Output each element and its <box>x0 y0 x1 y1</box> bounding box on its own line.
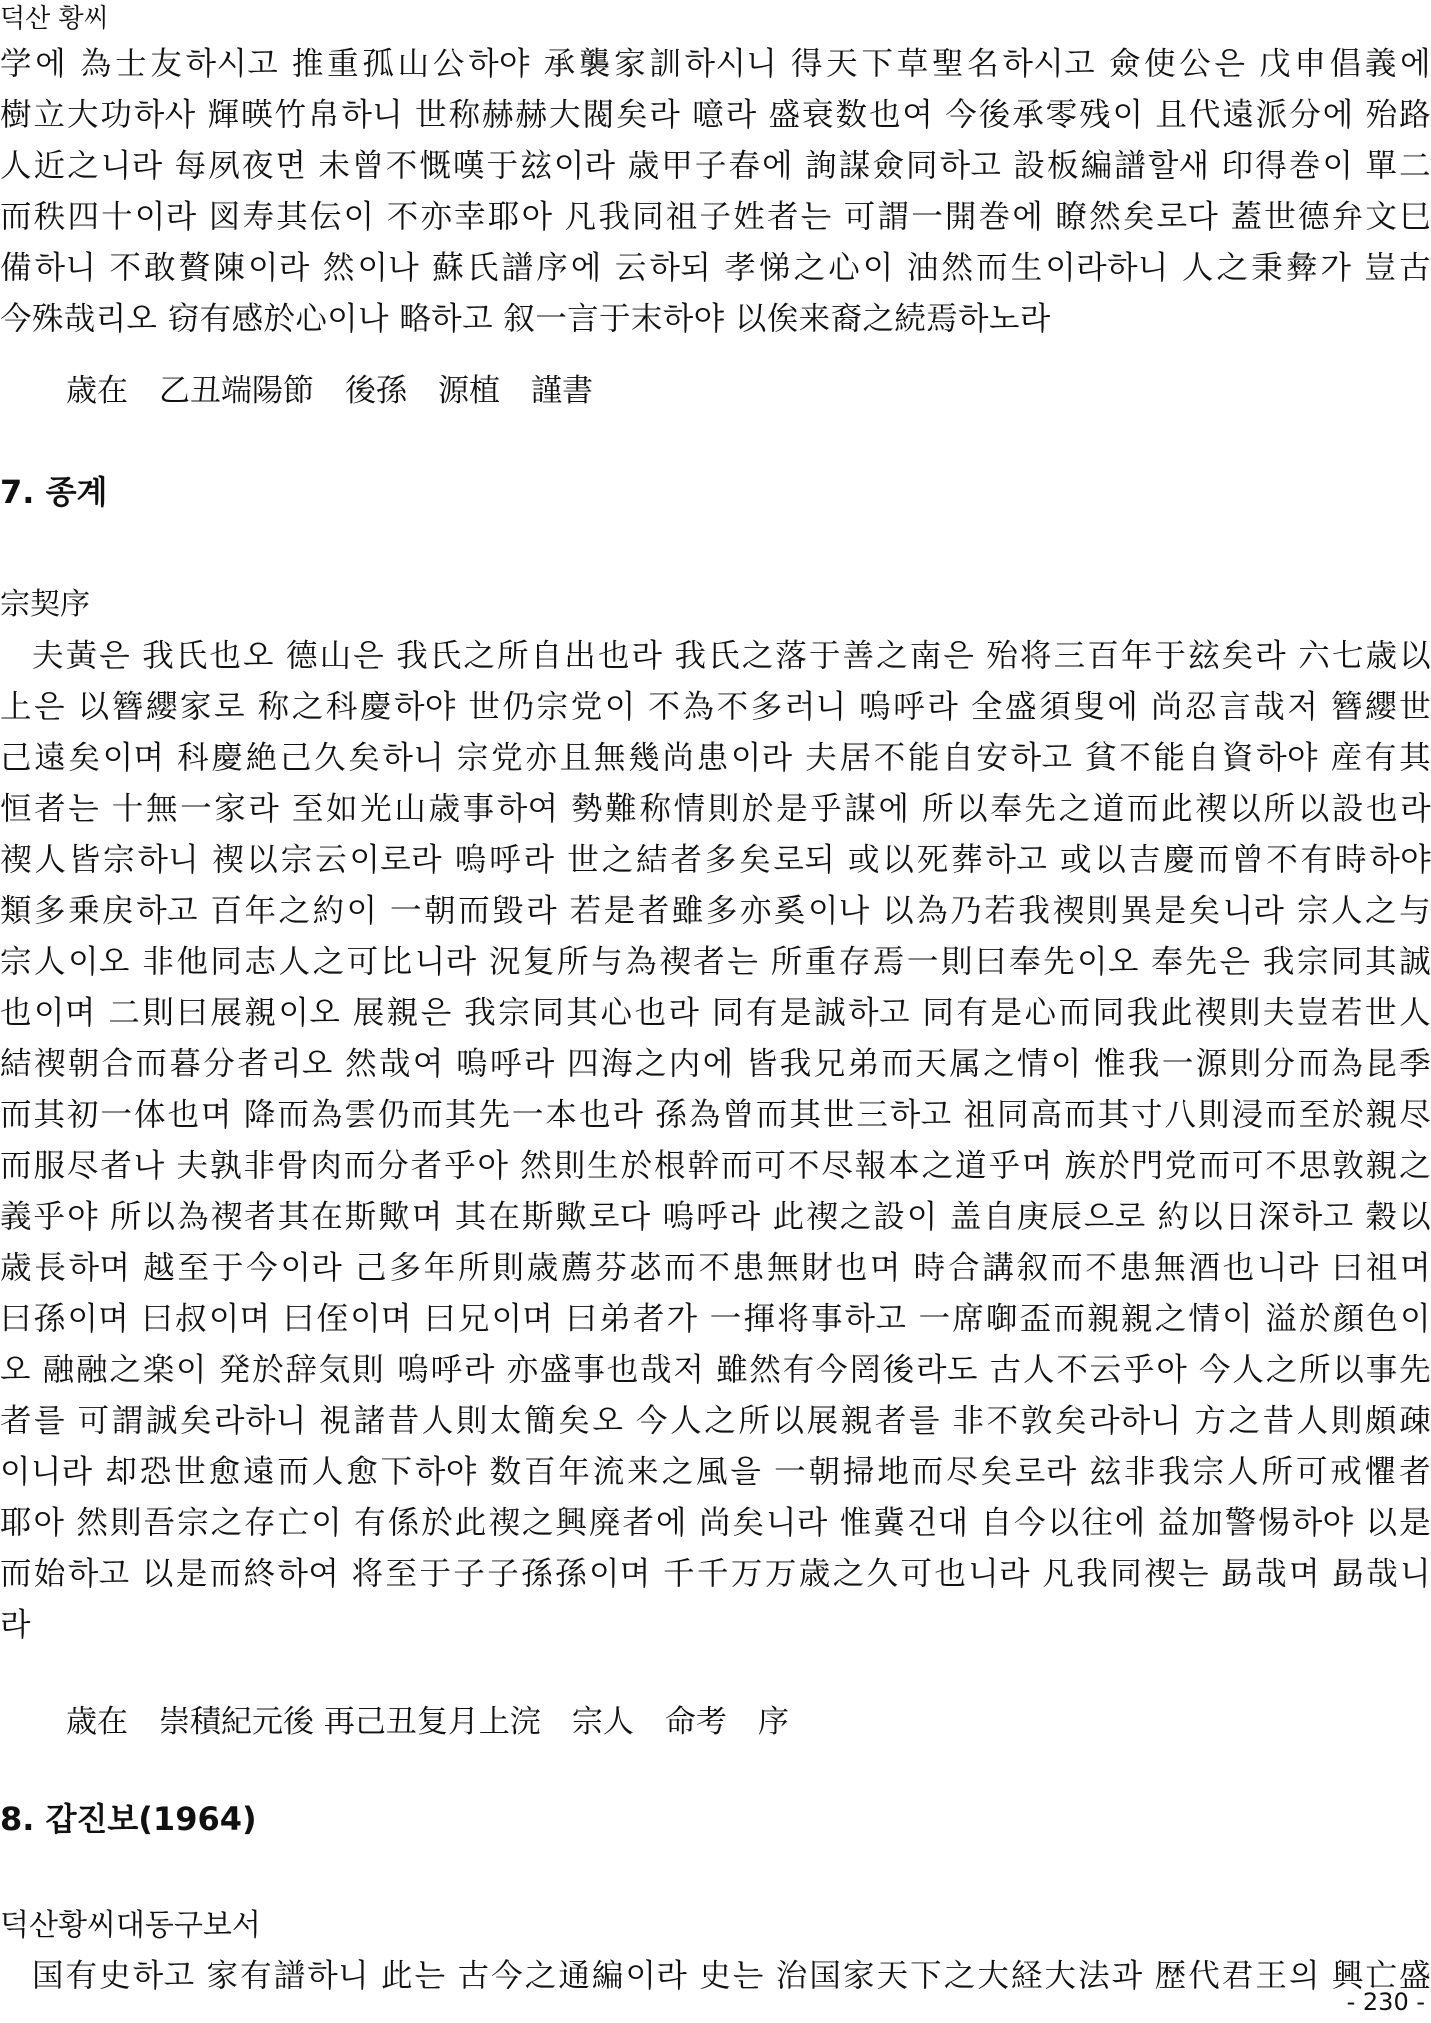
text-line: 而其初一体也며 降而為雲仍而其先一本也라 孫為曾而其世三하고 祖同高而其寸八則浸而至於親尽 <box>0 1097 1431 1133</box>
section-7-signature: 歳在 崇積紀元後 再己丑复月上浣 宗人 命考 序 <box>66 1704 789 1740</box>
section-heading-7: 7. 종계 <box>0 473 108 511</box>
text-line: 而服尽者나 夫孰非骨肉而分者乎아 然則生於根幹而可不尽報本之道乎며 族於門党而可不思敦親之 <box>0 1148 1431 1184</box>
text-line: 結禊朝合而暮分者리오 然哉여 嗚呼라 四海之内에 皆我兄弟而天属之情이 惟我一源則分而為昆季 <box>0 1046 1431 1082</box>
text-line: 曰孫이며 曰叔이며 曰侄이며 曰兄이며 曰弟者가 一揮将事하고 一席啣盃而親親之情이 溢於顔色이 <box>0 1301 1431 1337</box>
running-header: 덕산 황씨 <box>0 4 109 34</box>
text-line: 類多乗戻하고 百年之約이 一朝而毀라 若是者雖多亦奚이나 以為乃若我禊則異是矣니라 宗人之与 <box>0 893 1431 929</box>
text-line: 今殊哉리오 窃有感於心이나 略하고 叙一言于末하야 以俟来裔之続焉하노라 <box>0 301 1051 337</box>
text-line: 而秩四十이라 図寿其伝이 不亦幸耶아 凡我同祖子姓者는 可謂一開巻에 瞭然矣로다 蓋世德弁文巳 <box>0 199 1431 235</box>
section-8-body <box>0 1951 1431 2002</box>
page-number: - 230 - <box>1346 1988 1425 2016</box>
text-line: 而始하고 以是而終하여 将至于子子孫孫이며 千千万万歳之久可也니라 凡我同禊는 勗哉며 勗哉니 <box>0 1556 1431 1592</box>
text-line: 者를 可謂誠矣라하니 視諸昔人則太簡矣오 今人之所以展親者를 非不敦矣라하니 方之昔人則頗疎 <box>0 1403 1431 1439</box>
section-7-subheading: 宗契序 <box>0 587 90 622</box>
text-line: 国有史하고 家有譜하니 此는 古今之通編이라 史는 治国家天下之大経大法과 歴代君王의 興亡盛 <box>32 1958 1431 1994</box>
text-line: 人近之니라 每夙夜면 未曾不慨嘆于玆이라 歳甲子春에 詢謀僉同하고 設板編譜할새 印得巻이 單二 <box>0 148 1431 184</box>
text-line: 宗人이오 非他同志人之可比니라 況复所与為禊者는 所重存焉一則曰奉先이오 奉先은 我宗同其誠 <box>0 944 1431 980</box>
section-8-subheading: 덕산황씨대동구보서 <box>0 1908 261 1943</box>
text-line: 恒者는 十無一家라 至如光山歳事하여 勢難称情則於是乎謀에 所以奉先之道而此禊以所以設也라 <box>0 791 1431 827</box>
section-7-body <box>0 631 1431 1651</box>
text-line: 備하니 不敢贅陳이라 然이나 蘇氏譜序에 云하되 孝悌之心이 油然而生이라하니 人之秉彜가 豈古 <box>0 250 1431 286</box>
text-line: 오 融融之楽이 発於辞気則 嗚呼라 亦盛事也哉저 雖然有今罔後라도 古人不云乎아 今人之所以事先 <box>0 1352 1431 1388</box>
text-line: 上은 以簪纓家로 称之科慶하야 世仍宗党이 不為不多러니 嗚呼라 全盛須叟에 尚忍言哉저 簪纓世 <box>0 689 1431 725</box>
preface-signature: 歳在 乙丑端陽節 後孫 源植 謹書 <box>66 373 593 409</box>
preface-continued-paragraph <box>0 39 1431 345</box>
text-line: 己遠矣이며 科慶絶己久矣하니 宗党亦且無幾尚患이라 夫居不能自安하고 貧不能自資하야 産有其 <box>0 740 1431 776</box>
text-line: 이니라 却恐世愈遠而人愈下하야 数百年流来之風을 一朝掃地而尽矣로라 玆非我宗人所可戒懼者 <box>0 1454 1431 1490</box>
text-line: 学에 為士友하시고 推重孤山公하야 承襲家訓하시니 得天下草聖名하시고 僉使公은 戊申倡義에 <box>0 46 1431 82</box>
section-heading-8: 8. 갑진보(1964) <box>0 1800 257 1838</box>
text-line: 也이며 二則曰展親이오 展親은 我宗同其心也라 同有是誠하고 同有是心而同我此禊則夫豈若世人 <box>0 995 1431 1031</box>
text-line: 夫黃은 我氏也오 德山은 我氏之所自出也라 我氏之落于善之南은 殆将三百年于玆矣라 六七歳以 <box>32 638 1431 674</box>
text-line: 歳長하며 越至于今이라 己多年所則歳薦芬苾而不患無財也며 時合講叙而不患無酒也니라 曰祖며 <box>0 1250 1431 1286</box>
text-line: 라 <box>0 1607 31 1643</box>
text-line: 樹立大功하사 輝暎竹帛하니 世称赫赫大閥矣라 噫라 盛衰数也여 今後承零残이 且代遠派分에 殆路 <box>0 97 1431 133</box>
text-line: 義乎야 所以為禊者其在斯歟며 其在斯歟로다 嗚呼라 此禊之設이 盖自庚辰으로 約以日深하고 穀以 <box>0 1199 1431 1235</box>
text-line: 耶아 然則吾宗之存亡이 有係於此禊之興廃者에 尚矣니라 惟冀건대 自今以往에 益加警惕하야 以是 <box>0 1505 1431 1541</box>
text-line: 禊人皆宗하니 禊以宗云이로라 嗚呼라 世之結者多矣로되 或以死葬하고 或以吉慶而曾不有時하야 <box>0 842 1431 878</box>
